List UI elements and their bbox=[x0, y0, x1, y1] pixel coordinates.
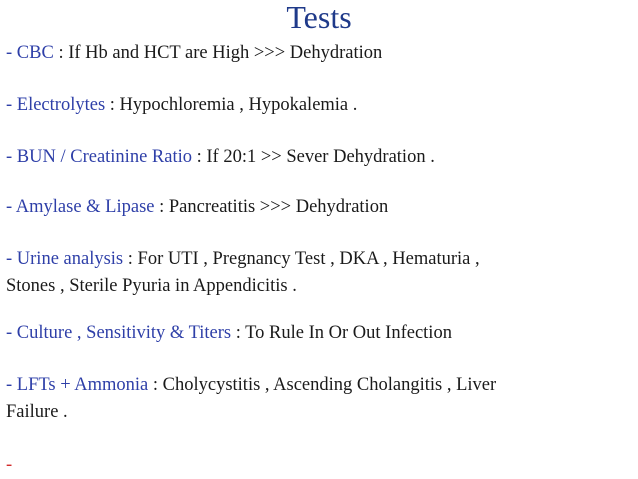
bullet-separator: : bbox=[123, 249, 138, 269]
trailing-bullet: - bbox=[6, 455, 13, 475]
bullet-text: For UTI , Pregnancy Test , DKA , Hematuria , bbox=[137, 249, 480, 269]
bullet-text: If 20:1 >> Sever Dehydration . bbox=[206, 147, 435, 167]
bullet-separator: : bbox=[105, 95, 120, 115]
bullet-urine-analysis bbox=[6, 246, 626, 300]
bullet-label: - Urine analysis bbox=[6, 249, 124, 269]
bullet-cbc bbox=[6, 40, 626, 67]
bullet-separator: : bbox=[231, 323, 246, 343]
bullet-lfts-ammonia bbox=[6, 372, 626, 426]
bullet-label: - CBC bbox=[6, 43, 54, 63]
bullet-label: - Culture , Sensitivity & Titers bbox=[6, 323, 232, 343]
bullet-amylase-lipase bbox=[6, 194, 626, 221]
bullet-text-continuation: Failure . bbox=[6, 402, 68, 422]
bullet-label: - LFTs + Ammonia bbox=[6, 375, 149, 395]
bullet-text-continuation: Stones , Sterile Pyuria in Appendicitis . bbox=[6, 276, 297, 296]
bullet-text: Pancreatitis >>> Dehydration bbox=[168, 197, 389, 217]
bullet-bun-creatinine bbox=[6, 144, 626, 171]
bullet-text: If Hb and HCT are High >>> Dehydration bbox=[68, 43, 383, 63]
bullet-label: - Electrolytes bbox=[6, 95, 106, 115]
bullet-separator: : bbox=[154, 197, 169, 217]
bullet-text: Cholycystitis , Ascending Cholangitis , Liver bbox=[162, 375, 497, 395]
bullet-separator: : bbox=[148, 375, 163, 395]
bullet-label: - BUN / Creatinine Ratio bbox=[6, 147, 192, 167]
bullet-separator: : bbox=[53, 43, 69, 63]
bullet-culture bbox=[6, 320, 626, 347]
bullet-text: Hypochloremia , Hypokalemia . bbox=[119, 95, 358, 115]
bullet-label: - Amylase & Lipase bbox=[6, 197, 155, 217]
bullet-separator: : bbox=[192, 147, 207, 167]
bullet-text: To Rule In Or Out Infection bbox=[245, 323, 452, 343]
slide-title: Tests bbox=[286, 0, 352, 35]
bullet-electrolytes bbox=[6, 92, 626, 119]
